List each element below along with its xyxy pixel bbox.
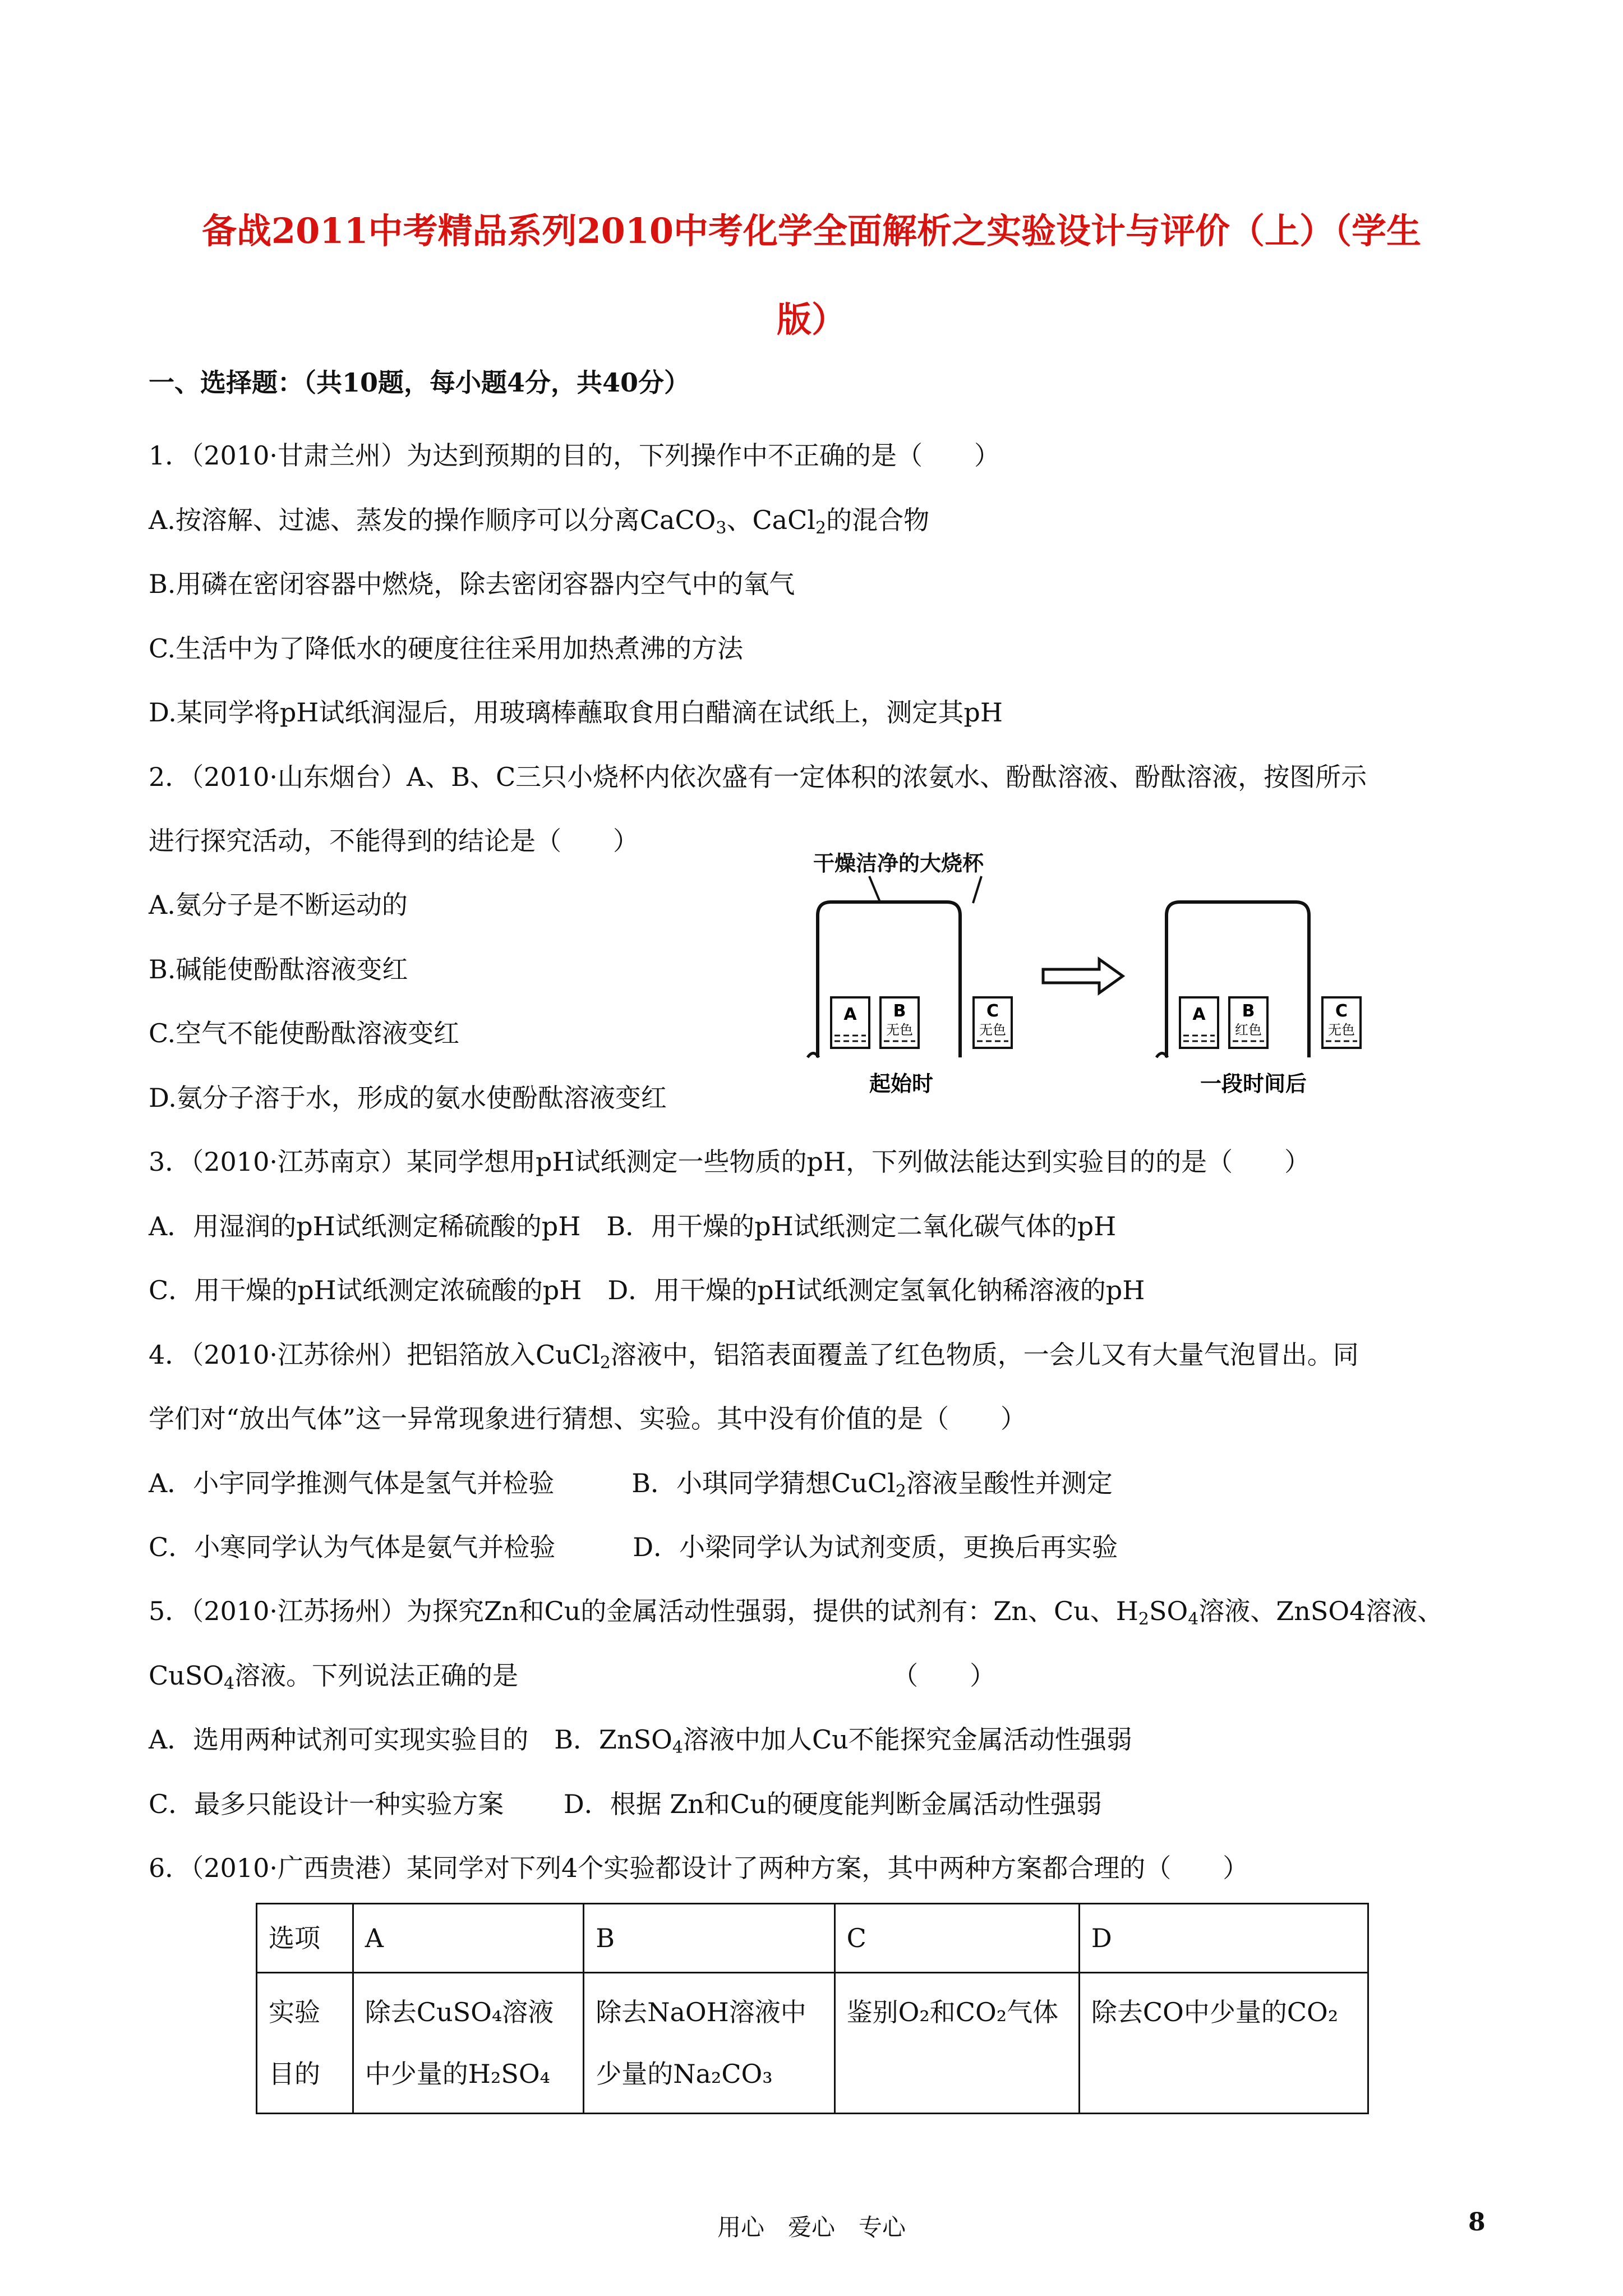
- q4-stem-line1: 4．（2010·江苏徐州）把铝箔放入CuCl$_2$溶液中，铝箔表面覆盖了红色物质，一会儿又有大量气泡冒出。同: [149, 1340, 1359, 1373]
- q1-option-c: C.生活中为了降低水的硬度往往采用加热煮沸的方法: [149, 633, 744, 664]
- table-cell-b: 除去NaOH溶液中少量的Na₂CO₃: [584, 1973, 834, 2114]
- q6-options-table: [256, 1903, 1369, 2114]
- beaker-b-red: 红色: [1235, 1022, 1262, 1038]
- beaker-b-after: [1229, 997, 1267, 1048]
- table-row-label: 实验目的: [257, 1973, 353, 2114]
- q1-option-d: D.某同学将pH试纸润湿后，用玻璃棒蘸取食用白醋滴在试纸上，测定其pH: [149, 697, 1003, 728]
- q1-option-a: A.按溶解、过滤、蒸发的操作顺序可以分离CaCO$_3$、CaCl$_2$的混合物: [149, 505, 930, 538]
- beaker-c-after: [1322, 997, 1361, 1048]
- q4-stem-line2: 学们对“放出气体”这一异常现象进行猜想、实验。其中没有价值的是（ ）: [149, 1404, 1027, 1434]
- q2-option-c: C.空气不能使酚酞溶液变红: [149, 1018, 460, 1048]
- beaker-a-label-after: A: [1192, 1005, 1206, 1024]
- table-header-row: [257, 1904, 1368, 1973]
- beaker-b-start: [880, 997, 919, 1048]
- q5-options-cd: C．最多只能设计一种实验方案 D．根据 Zn和Cu的硬度能判断金属活动性强弱: [149, 1789, 1102, 1819]
- big-beaker-label: 干燥洁净的大烧杯: [813, 851, 984, 876]
- table-header-cell: C: [834, 1904, 1079, 1973]
- table-header-cell: D: [1079, 1904, 1368, 1973]
- beaker-c-label: C: [986, 1001, 999, 1021]
- page-number: 8: [1468, 2208, 1486, 2237]
- q1-stem: 1．（2010·甘肃兰州）为达到预期的目的，下列操作中不正确的是（ ）: [149, 440, 1000, 471]
- q3-options-ab: A．用湿润的pH试纸测定稀硫酸的pH B．用干燥的pH试纸测定二氧化碳气体的pH: [149, 1211, 1117, 1241]
- beaker-b-colorless: 无色: [886, 1022, 913, 1038]
- beaker-c-colorless: 无色: [979, 1022, 1006, 1038]
- q5-stem-line1: 5．（2010·江苏扬州）为探究Zn和Cu的金属活动性强弱，提供的试剂有：Zn、Cu、$H_2SO_4$溶液、ZnSO4溶液、: [149, 1596, 1444, 1629]
- beaker-c-colorless-after: 无色: [1328, 1022, 1355, 1038]
- q4-options-cd: C．小寒同学认为气体是氨气并检验 D．小梁同学认为试剂变质，更换后再实验: [149, 1532, 1118, 1562]
- q2-option-d: D.氨分子溶于水，形成的氨水使酚酞溶液变红: [149, 1083, 667, 1113]
- q2-option-a: A.氨分子是不断运动的: [149, 890, 408, 920]
- table-cell-a: 除去CuSO₄溶液中少量的H₂SO₄: [353, 1973, 583, 2114]
- beaker-c-label-after: C: [1335, 1001, 1348, 1021]
- q2-option-b: B.碱能使酚酞溶液变红: [149, 954, 408, 984]
- table-header-cell: A: [353, 1904, 583, 1973]
- document-title-line2: 版）: [776, 299, 846, 340]
- section-heading: 一、选择题：（共10题，每小题4分，共40分）: [149, 367, 690, 398]
- ammonia-diffusion-figure: [796, 841, 1503, 1105]
- q4-options-ab: A．小宇同学推测气体是氢气并检验 B．小琪同学猜想CuCl$_2$溶液呈酸性并测定: [149, 1468, 1113, 1501]
- table-cell-d: 除去CO中少量的CO₂: [1079, 1973, 1368, 2114]
- q5-options-ab: A．选用两种试剂可实现实验目的 B．ZnSO$_4$溶液中加人Cu不能探究金属活动性强弱: [149, 1724, 1132, 1757]
- table-header-cell: 选项: [257, 1904, 353, 1973]
- caption-after: 一段时间后: [1200, 1071, 1307, 1096]
- q3-options-cd: C．用干燥的pH试纸测定浓硫酸的pH D．用干燥的pH试纸测定氢氧化钠稀溶液的pH: [149, 1275, 1145, 1305]
- beaker-a-label: A: [843, 1005, 857, 1024]
- table-row: [257, 1973, 1368, 2114]
- page-footer: 用心 爱心 专心: [717, 2214, 906, 2241]
- q2-stem-line1: 2．（2010·山东烟台）A、B、C三只小烧杯内依次盛有一定体积的浓氨水、酚酞溶液、酚酞溶液，按图所示: [149, 762, 1367, 792]
- q3-stem: 3．（2010·江苏南京）某同学想用pH试纸测定一些物质的pH，下列做法能达到实验目的的是（ ）: [149, 1147, 1311, 1177]
- beaker-b-label-after: B: [1242, 1001, 1255, 1021]
- beaker-a-after: [1180, 997, 1218, 1048]
- q6-stem: 6．（2010·广西贵港）某同学对下列4个实验都设计了两种方案，其中两种方案都合理的（ ）: [149, 1853, 1249, 1883]
- caption-start: 起始时: [869, 1071, 934, 1096]
- q1-option-b: B.用磷在密闭容器中燃烧，除去密闭容器内空气中的氧气: [149, 569, 795, 599]
- beaker-c-start: [974, 997, 1012, 1048]
- right-arrow-icon: [1043, 959, 1123, 993]
- q2-stem-line2: 进行探究活动，不能得到的结论是（ ）: [149, 826, 639, 856]
- document-title-line1: 备战2011中考精品系列2010中考化学全面解析之实验设计与评价（上）（学生: [201, 210, 1422, 251]
- beaker-a-start: [831, 997, 869, 1048]
- table-header-cell: B: [584, 1904, 834, 1973]
- table-cell-c: 鉴别O₂和CO₂气体: [834, 1973, 1079, 2114]
- beaker-b-label: B: [893, 1001, 906, 1021]
- q5-stem-line2: CuSO$_4$溶液。下列说法正确的是 （ ）: [149, 1660, 996, 1694]
